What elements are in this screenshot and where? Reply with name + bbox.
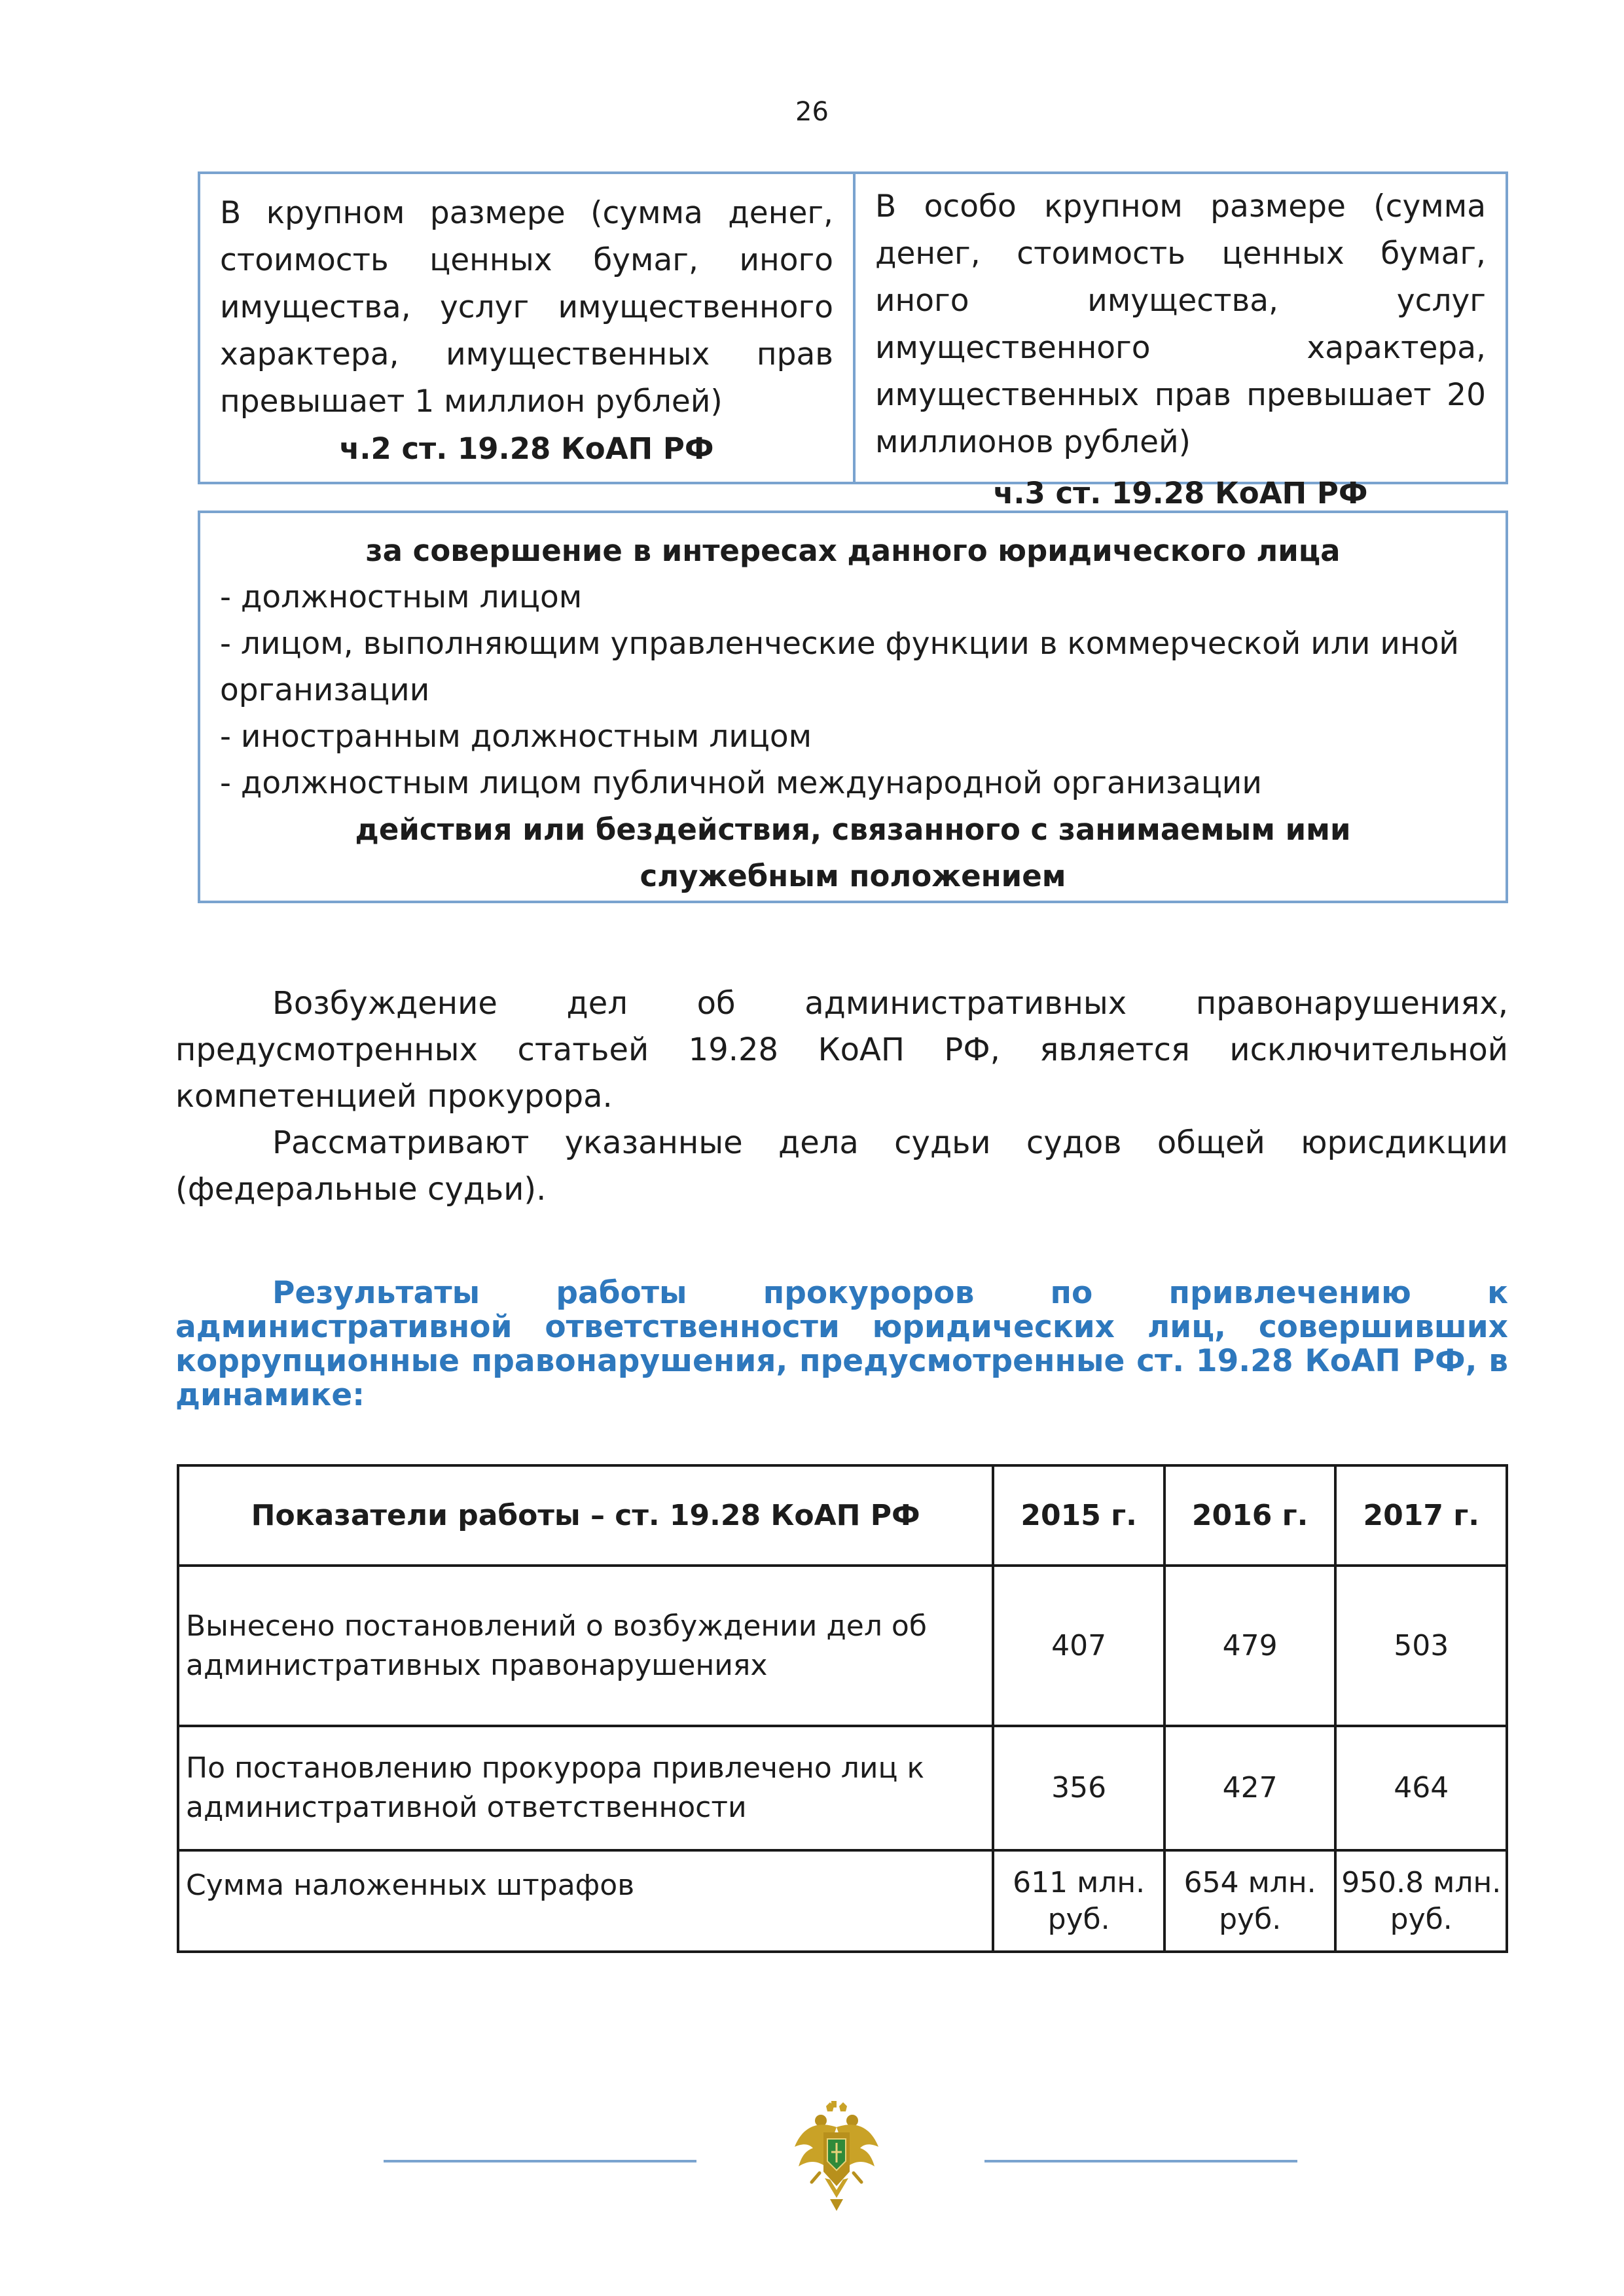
subject-item: - должностным лицом <box>220 579 583 615</box>
extra-large-size-reference: ч.3 ст. 19.28 КоАП РФ <box>993 476 1368 511</box>
table-header-row <box>178 1465 1507 1566</box>
section-title: Результаты работы прокуроров по привлечению к административной ответственности юридических лиц, совершивших коррупционные правонарушения, предусмотренные ст. 19.28 КоАП РФ, в динамике: <box>175 1275 1508 1413</box>
table-cell: 407 <box>993 1566 1164 1726</box>
paragraph: Возбуждение дел об административных правонарушениях, предусмотренных статьей 19.28 КоАП РФ, является исключительной компетенцией прокурора. <box>175 985 1508 1115</box>
large-size-cell <box>200 174 853 482</box>
offense-subjects-box <box>198 511 1508 903</box>
table-cell: По постановлению прокурора привлечено лиц к административной ответственности <box>178 1726 993 1850</box>
subject-item: - лицом, выполняющим управленческие функции в коммерческой или иной организации <box>220 626 1459 708</box>
table-cell: 479 <box>1164 1566 1336 1726</box>
offense-footer-line: служебным положением <box>640 859 1066 893</box>
offense-footer-line: действия или бездействия, связанного с занимаемым ими <box>355 812 1351 847</box>
body-text <box>175 980 1508 1213</box>
extra-large-size-cell <box>853 174 1506 511</box>
results-table <box>177 1464 1508 1953</box>
table-row <box>178 1850 1507 1952</box>
footer-divider-right <box>984 2160 1297 2162</box>
paragraph: Рассматривают указанные дела судьи судов общей юрисдикции (федеральные судьи). <box>175 1124 1508 1208</box>
table-cell: 427 <box>1164 1726 1336 1850</box>
table-header-cell: 2015 г. <box>993 1465 1164 1566</box>
table-cell: 356 <box>993 1726 1164 1850</box>
large-size-text: В крупном размере (сумма денег, стоимость ценных бумаг, иного имущества, услуг имущественного характера, имущественных прав превышает 1 миллион рублей) <box>220 195 833 420</box>
table-cell: 654 млн. руб. <box>1164 1850 1336 1952</box>
extra-large-size-text: В особо крупном размере (сумма денег, стоимость ценных бумаг, иного имущества, услуг имущественного характера, имущественных прав превышает 20 миллионов рублей) <box>875 188 1486 460</box>
table-cell: 464 <box>1335 1726 1507 1850</box>
table-cell: 611 млн. руб. <box>993 1850 1164 1952</box>
table-cell: Вынесено постановлений о возбуждении дел об административных правонарушениях <box>178 1566 993 1726</box>
table-row <box>178 1726 1507 1850</box>
large-size-reference: ч.2 ст. 19.28 КоАП РФ <box>339 431 714 466</box>
table-cell: Сумма наложенных штрафов <box>178 1850 993 1952</box>
footer-divider-left <box>384 2160 696 2162</box>
table-row <box>178 1566 1507 1726</box>
table-header-cell: 2016 г. <box>1164 1465 1336 1566</box>
table-header-cell: Показатели работы – ст. 19.28 КоАП РФ <box>178 1465 993 1566</box>
double-headed-eagle-emblem-icon <box>791 2101 882 2215</box>
subject-item: - должностным лицом публичной международной организации <box>220 765 1262 801</box>
subject-item: - иностранным должностным лицом <box>220 719 812 755</box>
penalty-size-box <box>198 171 1508 511</box>
table-cell: 503 <box>1335 1566 1507 1726</box>
table-header-cell: 2017 г. <box>1335 1465 1507 1566</box>
table-cell: 950.8 млн. руб. <box>1335 1850 1507 1952</box>
page-number: 26 <box>795 97 829 127</box>
offense-heading: за совершение в интересах данного юридического лица <box>365 533 1341 568</box>
